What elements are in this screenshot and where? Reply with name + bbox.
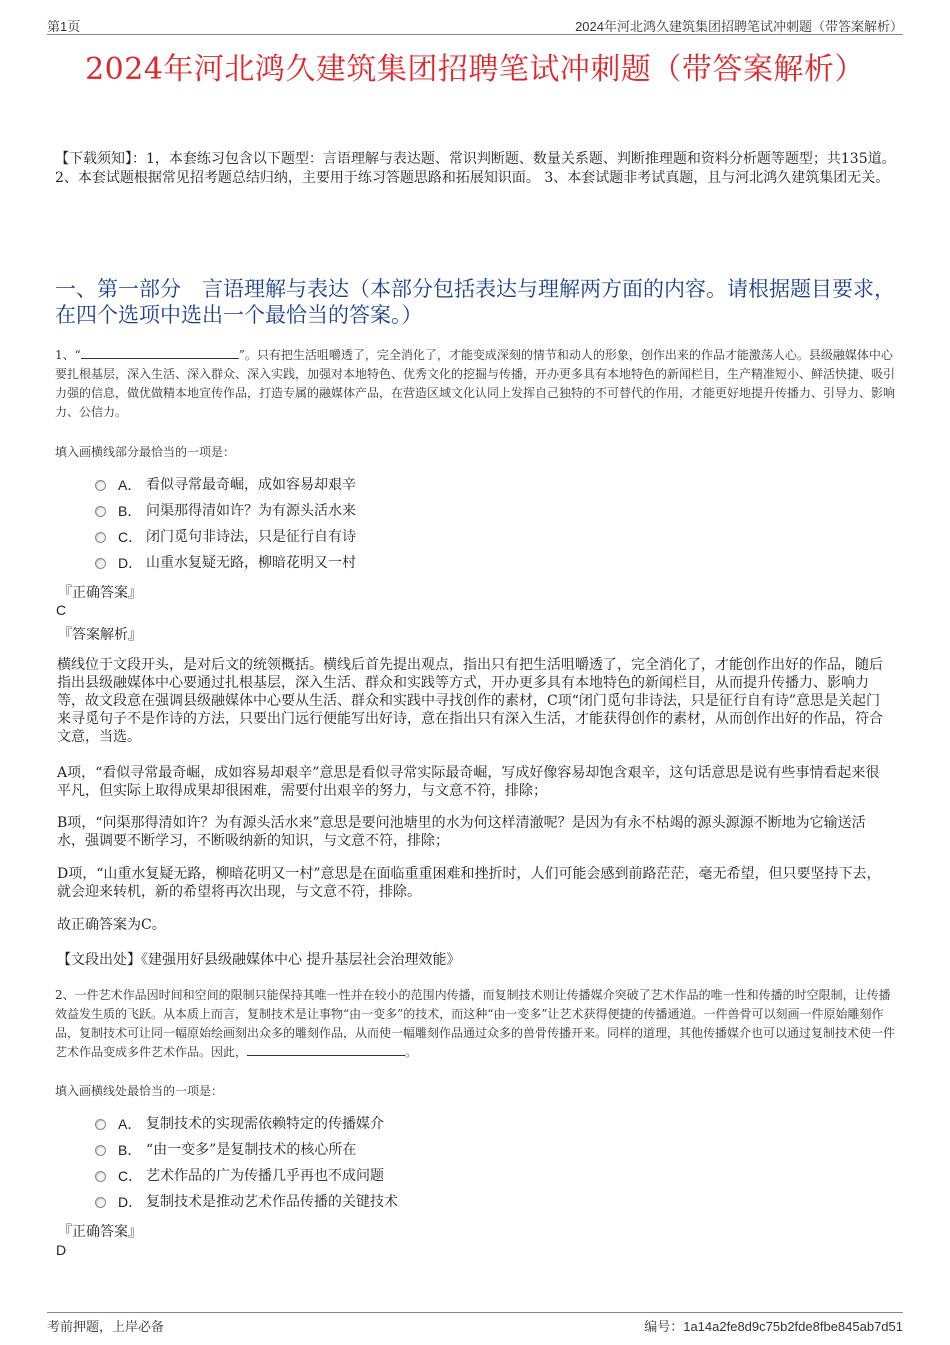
option-b[interactable]: B． 问渠那得清如许？为有源头活水来: [95, 498, 356, 524]
question-1-options: [95, 472, 356, 576]
page-number: 第1页: [47, 19, 81, 34]
radio-icon[interactable]: [95, 480, 106, 491]
page-footer: [47, 1312, 903, 1333]
option-d[interactable]: D． 山重水复疑无路，柳暗花明又一村: [95, 550, 356, 576]
question-1-text: 1、“ ”。只有把生活咀嚼透了，完全消化了，才能变成深刻的情节和动人的形象，创作出来的作品才能激荡人心。县级融媒体中心要扎根基层，深入生活、深入群众、深入实践，加强对本地特色、优秀文化的挖掘与传播，开办更多具有本地特色的新闻栏目，生产精准短小、鲜活快捷、吸引力强的信息，做优做精本地宣传作品，打造专属的融媒体产品，在营造区域文化认同上发挥自己独特的不可替代的作用，才能更好地提升传播力、引导力、影响力、公信力。: [55, 348, 896, 419]
analysis-paragraph: D项，“山重水复疑无路，柳暗花明又一村”意思是在面临重重困难和挫折时，人们可能会感到前路茫茫，毫无希望，但只要坚持下去，就会迎来转机，新的希望将再次出现，与文意不符，排除。: [57, 866, 881, 900]
section-title: 一、第一部分 言语理解与表达（本部分包括表达与理解两方面的内容。请根据题目要求，在四个选项中选出一个最恰当的答案。）: [55, 277, 895, 327]
answer-label: 『正确答案』: [58, 585, 142, 601]
answer-value: D: [56, 1242, 67, 1258]
page-header: [47, 14, 903, 35]
question-2-prompt: 填入画横线处最恰当的一项是：: [55, 1084, 224, 1098]
footer-slogan: 考前押题，上岸必备: [47, 1320, 165, 1335]
option-c[interactable]: C． 艺术作品的广为传播几乎再也不成问题: [95, 1163, 398, 1189]
document-title: 2024年河北鸿久建筑集团招聘笔试冲刺题（带答案解析）: [85, 52, 865, 87]
document-code: 编号：1a14a2fe8d9c75b2fde8fbe845ab7d51: [644, 1319, 903, 1334]
option-b[interactable]: B． “由一变多”是复制技术的核心所在: [95, 1137, 398, 1163]
answer-label: 『正确答案』: [58, 1224, 142, 1240]
option-a[interactable]: A． 看似寻常最奇崛，成如容易却艰辛: [95, 472, 356, 498]
radio-icon[interactable]: [95, 532, 106, 543]
radio-icon[interactable]: [95, 1171, 106, 1182]
radio-icon[interactable]: [95, 1119, 106, 1130]
answer-value: C: [56, 602, 67, 618]
radio-icon[interactable]: [95, 506, 106, 517]
option-c[interactable]: C． 闭门觅句非诗法，只是征行自有诗: [95, 524, 356, 550]
header-doc-title: 2024年河北鸿久建筑集团招聘笔试冲刺题（带答案解析）: [575, 19, 903, 34]
download-notice: 【下载须知】：1，本套练习包含以下题型：言语理解与表达题、常识判断题、数量关系题、判断推理题和资料分析题等题型；共135道。 2、本套试题根据常见招考题总结归纳，主要用于练习答题思路和拓展知识面。 3、本套试题非考试真题，且与河北鸿久建筑集团无关。: [55, 151, 896, 186]
option-a[interactable]: A． 复制技术的实现需依赖特定的传播媒介: [95, 1111, 398, 1137]
option-d[interactable]: D． 复制技术是推动艺术作品传播的关键技术: [95, 1189, 398, 1215]
analysis-conclusion: 故正确答案为C。: [57, 917, 166, 933]
analysis-paragraph: A项，“看似寻常最奇崛，成如容易却艰辛”意思是看似寻常实际最奇崛，写成好像容易却饱含艰辛，这句话意思是说有些事情看起来很平凡，但实际上取得成果却很困难，需要付出艰辛的努力，与文意不符，排除；: [57, 765, 880, 799]
fill-blank: [81, 346, 239, 359]
analysis-paragraph: 横线位于文段开头，是对后文的统领概括。横线后首先提出观点，指出只有把生活咀嚼透了，完全消化了，才能创作出好的作品，随后指出县级融媒体中心要通过扎根基层，深入生活、群众和实践等方式，开办更多具有本地特色的新闻栏目，从而提升传播力、影响力等，故文段意在强调县级融媒体中心要从生活、群众和实践中寻找创作的素材，C项“闭门觅句非诗法，只是征行自有诗”意思是关起门来寻觅句子不是作诗的方法，只要出门远行便能写出好诗，意在指出只有深入生活，才能获得创作的素材，从而创作出好的作品，符合文意，当选。: [57, 657, 883, 745]
fill-blank: [247, 1043, 405, 1056]
analysis-label: 『答案解析』: [58, 627, 142, 643]
question-1-prompt: 填入画横线部分最恰当的一项是：: [55, 445, 236, 459]
radio-icon[interactable]: [95, 1145, 106, 1156]
analysis-paragraph: B项，“问渠那得清如许？为有源头活水来”意思是要问池塘里的水为何这样清澈呢？是因为有永不枯竭的源头源源不断地为它输送活水，强调要不断学习，不断吸纳新的知识，与文意不符，排除；: [57, 815, 866, 849]
question-2-text: 2、一件艺术作品因时间和空间的限制只能保持其唯一性并在较小的范围内传播，而复制技术则让传播媒介突破了艺术作品的唯一性和传播的时空限制，让传播效益发生质的飞跃。从本质上而言，复制技术是让事物“由一变多”的技术，而这种“由一变多”让艺术获得便捷的传播通道。一件兽骨可以刻画一件原始雕刻作品，复制技术可让同一幅原始绘画刻出众多的雕刻作品，从而使一幅雕刻作品通过众多的兽骨传播开来。同样的道理，其他传播媒介也可以通过复制技术使一件艺术作品变成多件艺术作品。因此， 。: [55, 988, 896, 1059]
radio-icon[interactable]: [95, 558, 106, 569]
radio-icon[interactable]: [95, 1197, 106, 1208]
passage-source: 【文段出处】《建强用好县级融媒体中心 提升基层社会治理效能》: [57, 952, 461, 968]
question-2-options: [95, 1111, 398, 1215]
